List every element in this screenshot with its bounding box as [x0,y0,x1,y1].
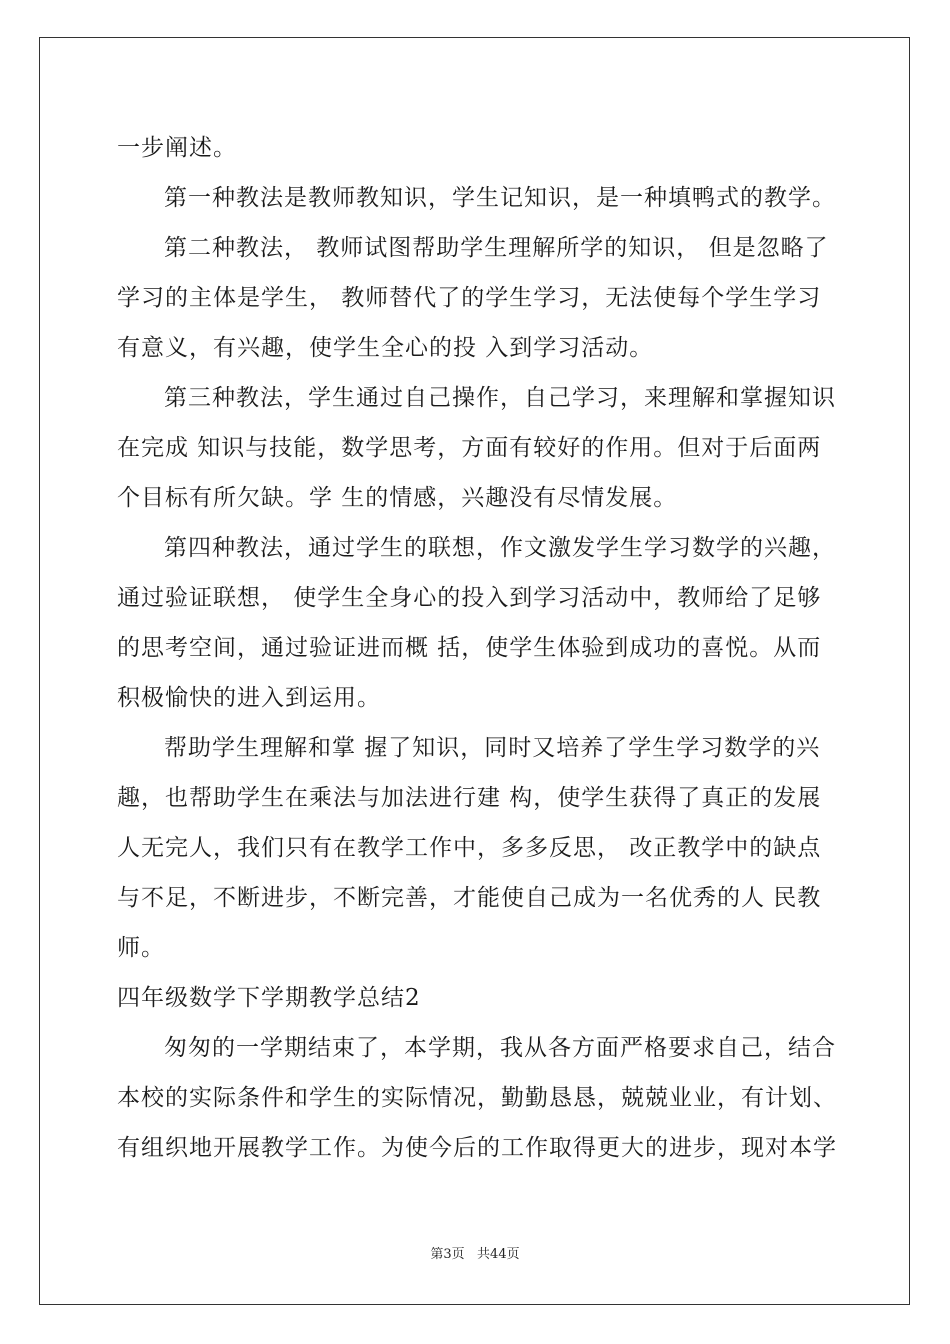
paragraph-line: 帮助学生理解和掌 握了知识，同时又培养了学生学习数学的兴 [164,735,821,761]
paragraph-line: 匆匆的一学期结束了，本学期，我从各方面严格要求自己，结合 [164,1035,836,1061]
text-line: 在完成 知识与技能，数学思考，方面有较好的作用。但对于后面两 [117,435,822,461]
text-line: 与不足，不断进步，不断完善，才能使自己成为一名优秀的人 民教 [117,885,822,911]
text-line: 人无完人，我们只有在教学工作中，多多反思， 改正教学中的缺点 [117,835,822,861]
text-line: 有组织地开展教学工作。为使今后的工作取得更大的进步，现对本学 [117,1135,837,1161]
text-line: 通过验证联想， 使学生全身心的投入到学习活动中，教师给了足够 [117,585,822,611]
text-line: 一步阐述。 [117,135,237,161]
text-line: 有意义，有兴趣，使学生全心的投 入到学习活动。 [117,335,654,361]
text-line: 积极愉快的进入到运用。 [117,685,381,711]
paragraph-line: 第四种教法，通过学生的联想，作文激发学生学习数学的兴趣， [164,535,836,561]
text-line: 师。 [117,935,165,961]
text-line: 学习的主体是学生， 教师替代了的学生学习，无法使每个学生学习 [117,285,822,311]
paragraph-line: 第二种教法， 教师试图帮助学生理解所学的知识， 但是忽略了 [164,235,829,261]
text-line: 个目标有所欠缺。学 生的情感，兴趣没有尽情发展。 [117,485,678,511]
page-border [39,37,910,1305]
page-footer: 第3页 共44页 [430,1247,520,1262]
text-line: 本校的实际条件和学生的实际情况，勤勤恳恳，兢兢业业，有计划、 [117,1085,837,1111]
section-heading: 四年级数学下学期教学总结2 [117,985,421,1011]
text-line: 趣，也帮助学生在乘法与加法进行建 构，使学生获得了真正的发展 [117,785,822,811]
paragraph-line: 第三种教法，学生通过自己操作，自己学习，来理解和掌握知识 [164,385,836,411]
paragraph-line: 第一种教法是教师教知识，学生记知识，是一种填鸭式的教学。 [164,185,836,211]
text-line: 的思考空间，通过验证进而概 括，使学生体验到成功的喜悦。从而 [117,635,822,661]
